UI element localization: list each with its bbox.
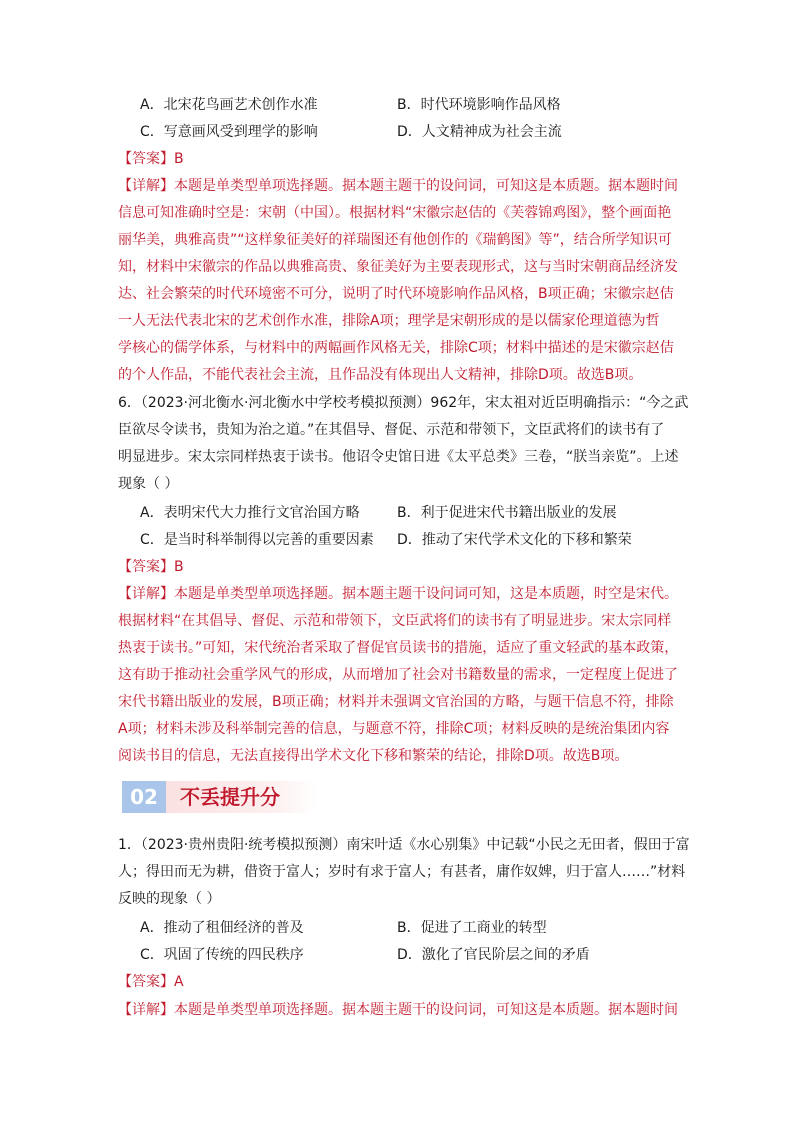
q5-explanation-line-7: 学核心的儒学体系，与材料中的两幅画作风格无关，排除C项；材料中描述的是宋徽宗赵佶 — [118, 340, 674, 356]
section-title-bar — [166, 781, 318, 813]
q5-explanation-line-4: 知，材料中宋徽宗的作品以典雅高贵、象征美好为主要表现形式，这与当时宋朝商品经济发 — [118, 259, 678, 275]
q6-explanation-line-6: A项；材料未涉及科举制完善的信息，与题意不符，排除C项；材料反映的是统治集团内容 — [118, 721, 670, 737]
answer-tag: 【答案】 — [118, 151, 174, 167]
q6-explanation-line-5: 宋代书籍出版业的发展，B项正确；材料并未强调文官治国的方略，与题干信息不符，排除 — [118, 694, 674, 710]
q1-stem-line-1: 1．（2023·贵州贵阳·统考模拟预测）南宋叶适《水心别集》中记载“小民之无田者，假田于富 — [118, 837, 690, 853]
q6-option-b: B．利于促进宋代书籍出版业的发展 — [397, 505, 617, 521]
answer-value: A — [174, 974, 184, 990]
q6-explanation-line-1: 【详解】本题是单类型单项选择题。据本题主题干设问词可知，这是本质题，时空是宋代。 — [118, 586, 678, 602]
q1-option-b: B．促进了工商业的转型 — [397, 920, 547, 936]
q5-option-c: C．写意画风受到理学的影响 — [140, 124, 318, 140]
q1-option-c: C．巩固了传统的四民秩序 — [140, 947, 304, 963]
section-header — [122, 781, 318, 813]
q5-option-b: B．时代环境影响作品风格 — [397, 97, 561, 113]
explanation-tag: 【详解】 — [118, 586, 174, 602]
q5-option-d: D．人文精神成为社会主流 — [397, 124, 562, 140]
q6-explanation-line-3: 热衷于读书。”可知，宋代统治者采取了督促官员读书的措施，适应了重文轻武的基本政策， — [118, 640, 679, 656]
q1-option-a: A．推动了租佃经济的普及 — [140, 920, 304, 936]
q5-explanation-line-8: 的个人作品，不能代表社会主流，且作品没有体现出人文精神，排除D项。故选B项。 — [118, 367, 643, 383]
q6-option-d: D．推动了宋代学术文化的下移和繁荣 — [397, 532, 632, 548]
q5-explanation-line-6: 一人无法代表北宋的艺术创作水准，排除A项；理学是宋朝形成的是以儒家伦理道德为哲 — [118, 313, 660, 329]
answer-value: B — [174, 559, 184, 575]
q6-explanation-line-7: 阅读书目的信息，无法直接得出学术文化下移和繁荣的结论，排除D项。故选B项。 — [118, 748, 629, 764]
q6-stem-line-2: 臣欲尽令读书，贵知为治之道。”在其倡导、督促、示范和带领下，文臣武将们的读书有了 — [118, 422, 665, 438]
q1-stem-line-3: 反映的现象（ ） — [118, 891, 221, 907]
q1-explanation-line-1: 【详解】本题是单类型单项选择题。据本题主题干的设问词，可知这是本质题。据本题时间 — [118, 1002, 678, 1018]
q5-answer — [118, 149, 678, 169]
q6-stem-line-4: 现象（ ） — [118, 476, 179, 492]
q5-option-a: A．北宋花鸟画艺术创作水准 — [140, 97, 318, 113]
q1-stem-line-2: 人；得田而无为耕，借资于富人；岁时有求于富人；有甚者，庸作奴婢，归于富人……”材料 — [118, 864, 686, 880]
q5-explanation-line-2: 信息可知准确时空是：宋朝（中国）。根据材料“宋徽宗赵佶的《芙蓉锦鸡图》，整个画面艳 — [118, 205, 672, 221]
q1-option-d: D．激化了官民阶层之间的矛盾 — [397, 947, 590, 963]
section-title: 不丢提升分 — [180, 785, 280, 809]
explanation-tag: 【详解】 — [118, 1002, 174, 1018]
q6-stem-line-3: 明显进步。宋太宗同样热衷于读书。他诏令史馆日进《太平总类》三卷，“朕当亲览”。上述 — [118, 449, 679, 465]
q6-stem-line-1: 6．（2023·河北衡水·河北衡水中学校考模拟预测）962年，宋太祖对近臣明确指示：“今之武 — [118, 395, 689, 411]
q6-explanation-line-2: 根据材料“在其倡导、督促、示范和带领下，文臣武将们的读书有了明显进步。宋太宗同样 — [118, 613, 672, 629]
q6-option-a: A．表明宋代大力推行文官治国方略 — [140, 505, 360, 521]
answer-tag: 【答案】 — [118, 974, 174, 990]
q5-explanation-line-1: 【详解】本题是单类型单项选择题。据本题主题干的设问词，可知这是本质题。据本题时间 — [118, 178, 678, 194]
answer-tag: 【答案】 — [118, 559, 174, 575]
q6-explanation-line-4: 这有助于推动社会重学风气的形成，从而增加了社会对书籍数量的需求，一定程度上促进了 — [118, 667, 678, 683]
answer-value: B — [174, 151, 184, 167]
q6-option-c: C．是当时科举制得以完善的重要因素 — [140, 532, 374, 548]
q5-explanation-line-3: 丽华美，典雅高贵”“这样象征美好的祥瑞图还有他创作的《瑞鹤图》等”，结合所学知识可 — [118, 232, 672, 248]
q1-answer — [118, 972, 678, 992]
explanation-tag: 【详解】 — [118, 178, 174, 194]
section-number: 02 — [122, 781, 166, 813]
q6-answer — [118, 557, 678, 577]
q5-explanation-line-5: 达、社会繁荣的时代环境密不可分，说明了时代环境影响作品风格，B项正确；宋徽宗赵佶 — [118, 286, 674, 302]
